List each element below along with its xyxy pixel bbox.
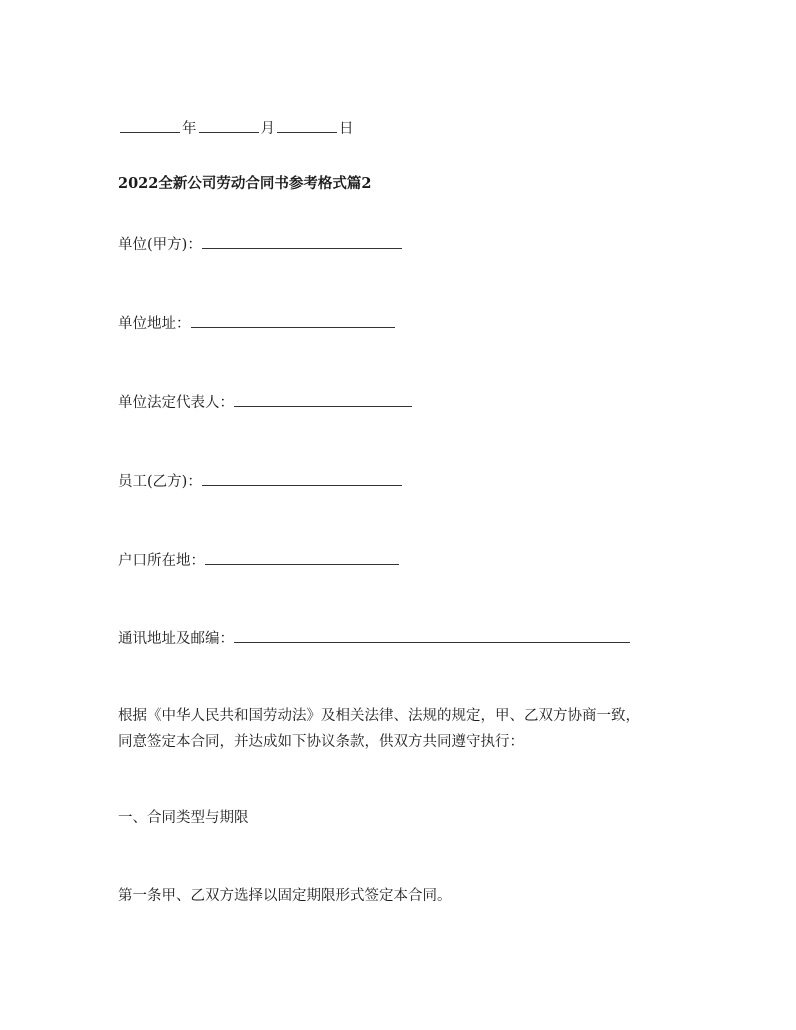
field-employee-blank[interactable] xyxy=(202,471,402,486)
field-employer-address xyxy=(118,313,395,334)
field-mailing-address-blank[interactable] xyxy=(234,628,630,643)
field-employer-label: 单位(甲方)： xyxy=(118,237,202,253)
section-heading-contract-type: 一、合同类型与期限 xyxy=(118,810,249,826)
field-household-registration-blank[interactable] xyxy=(205,550,399,565)
date-line xyxy=(118,118,354,139)
field-legal-representative xyxy=(118,392,412,413)
intro-paragraph-line-1: 根据《中华人民共和国劳动法》及相关法律、法规的规定，甲、乙双方协商一致， xyxy=(118,708,640,724)
field-employer-blank[interactable] xyxy=(202,234,402,249)
field-employer-address-label: 单位地址： xyxy=(118,316,191,332)
day-label: 日 xyxy=(339,121,354,137)
field-employer-address-blank[interactable] xyxy=(191,313,395,328)
month-blank[interactable] xyxy=(199,118,259,133)
field-employer xyxy=(118,234,402,255)
field-household-registration-label: 户口所在地： xyxy=(118,553,205,569)
day-blank[interactable] xyxy=(277,118,337,133)
field-household-registration xyxy=(118,550,399,571)
field-mailing-address-label: 通讯地址及邮编： xyxy=(118,631,234,647)
document-title: 2022全新公司劳动合同书参考格式篇2 xyxy=(118,175,372,192)
month-label: 月 xyxy=(260,121,275,137)
field-legal-representative-label: 单位法定代表人： xyxy=(118,395,234,411)
field-mailing-address xyxy=(118,628,630,649)
year-label: 年 xyxy=(182,121,197,137)
article-1: 第一条甲、乙双方选择以固定期限形式签定本合同。 xyxy=(118,888,452,904)
intro-paragraph-line-2: 同意签定本合同，并达成如下协议条款，供双方共同遵守执行： xyxy=(118,734,524,750)
field-employee-label: 员工(乙方)： xyxy=(118,474,202,490)
year-blank[interactable] xyxy=(120,118,180,133)
field-legal-representative-blank[interactable] xyxy=(234,392,412,407)
field-employee xyxy=(118,471,402,492)
